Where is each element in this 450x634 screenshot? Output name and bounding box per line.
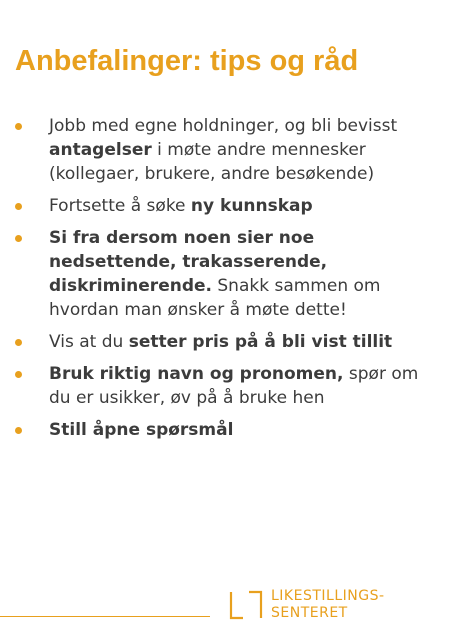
bullet-item bbox=[0, 362, 450, 410]
bullet-item bbox=[0, 194, 450, 218]
slide-title: Anbefalinger: tips og råd bbox=[15, 45, 359, 77]
bullet-dot-icon bbox=[15, 339, 22, 346]
bullet-text-segment: spør om du er usikker, øv på å bruke hen bbox=[49, 364, 419, 408]
logo-wordmark bbox=[271, 588, 385, 622]
bullet-text-segment: Vis at du bbox=[49, 332, 129, 352]
bullet-text-segment: i møte andre mennesker (kollegaer, brukere, andre besøkende) bbox=[49, 140, 375, 184]
bullet-list bbox=[0, 114, 450, 450]
footer-divider bbox=[0, 616, 210, 617]
bullet-dot-icon bbox=[15, 235, 22, 242]
bullet-text-emphasis: Si fra dersom noen sier noe nedsettende, trakasserende, diskriminerende. bbox=[49, 228, 328, 296]
bullet-item bbox=[0, 114, 450, 186]
logo-mark-icon bbox=[229, 590, 263, 620]
bullet-dot-icon bbox=[15, 203, 22, 210]
bullet-text-emphasis: setter pris på å bli vist tillit bbox=[128, 332, 393, 352]
bullet-item bbox=[0, 418, 450, 442]
logo-line-1: LIKESTILLINGS- bbox=[271, 588, 385, 604]
bullet-dot-icon bbox=[15, 123, 22, 130]
bullet-text-emphasis: ny kunnskap bbox=[190, 196, 313, 216]
logo-line-2: SENTERET bbox=[271, 605, 348, 621]
bullet-text-segment: Snakk sammen om hvordan man ønsker å møte dette! bbox=[49, 276, 381, 320]
bullet-text-segment: Jobb med egne holdninger, og bli bevisst bbox=[49, 116, 398, 136]
bullet-item bbox=[0, 330, 450, 354]
bullet-text-emphasis: Bruk riktig navn og pronomen, bbox=[49, 364, 344, 384]
bullet-text-emphasis: Still åpne spørsmål bbox=[49, 420, 234, 440]
bullet-text-emphasis: antagelser bbox=[49, 140, 152, 160]
bullet-dot-icon bbox=[15, 371, 22, 378]
bullet-text-segment: Fortsette å søke bbox=[49, 196, 191, 216]
bullet-item bbox=[0, 226, 450, 322]
bullet-dot-icon bbox=[15, 427, 22, 434]
